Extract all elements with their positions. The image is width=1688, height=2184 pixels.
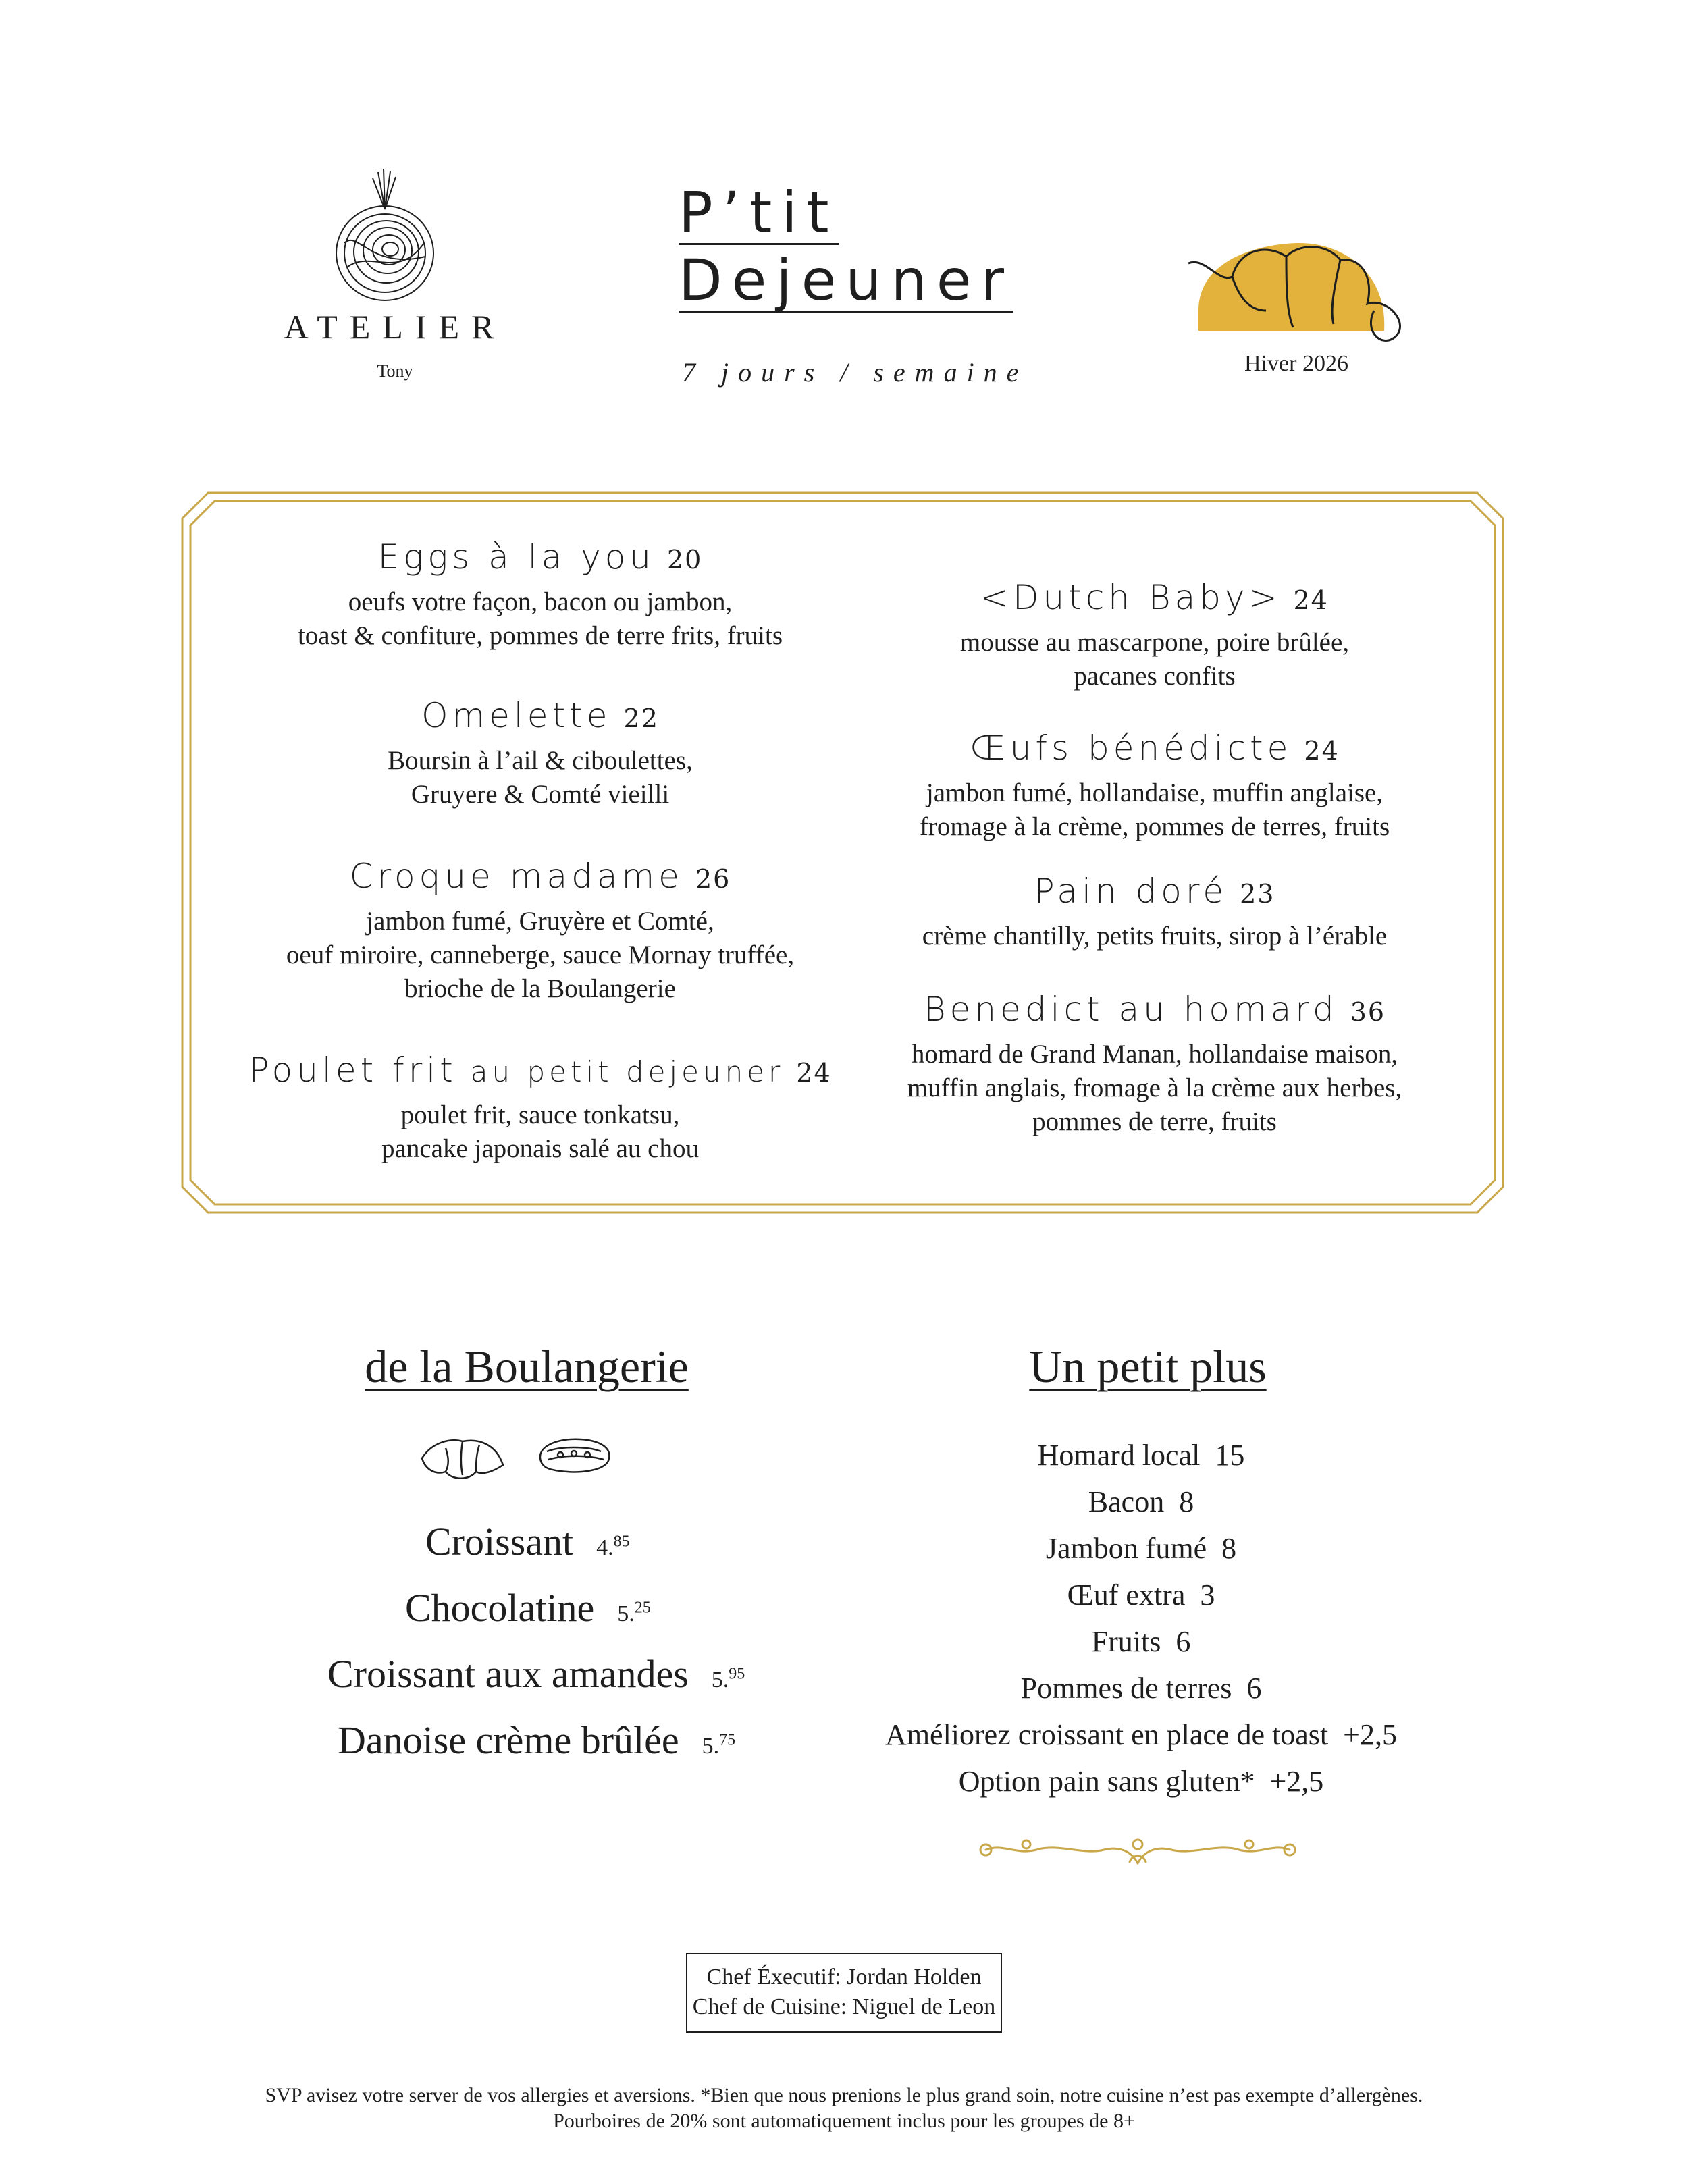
dish-desc: fromage à la crème, pommes de terres, fruits	[919, 812, 1390, 841]
price-cents: 95	[729, 1665, 745, 1683]
price-main: 5.	[617, 1601, 635, 1626]
extra-name: Pommes de terres	[1020, 1672, 1232, 1705]
page-title-line1: P’tit	[679, 180, 839, 246]
onion-logo-icon	[331, 169, 439, 311]
chocolatine-icon	[533, 1431, 614, 1479]
price-main: 4.	[596, 1535, 614, 1560]
bakery-item-price	[596, 1535, 630, 1560]
dish-name: Poulet frit	[248, 1050, 457, 1090]
bakery-item-croissant	[425, 1519, 630, 1564]
bakery-item-name: Croissant aux amandes	[327, 1652, 689, 1696]
bakery-item-name: Danoise crème brûlée	[338, 1718, 679, 1762]
dish-croque-madame	[230, 856, 851, 1006]
dish-desc: Gruyere & Comté vieilli	[411, 780, 670, 809]
brand-name: ATELIER	[284, 308, 506, 346]
dish-price: 24	[796, 1058, 832, 1088]
season-label: Hiver 2026	[1244, 351, 1348, 376]
dish-pain-dore	[844, 871, 1465, 953]
bakery-title: de la Boulangerie	[365, 1341, 689, 1392]
extra-name: Homard local	[1037, 1439, 1201, 1472]
croissant-illustration-icon	[1185, 230, 1415, 344]
bakery-item-price	[711, 1665, 745, 1693]
dish-desc: jambon fumé, hollandaise, muffin anglaise,	[926, 778, 1383, 807]
extra-name: Jambon fumé	[1045, 1532, 1207, 1565]
footer-allergy-note: SVP avisez votre server de vos allergies et aversions. *Bien que nous prenions le plus grand soin, notre cuisine n’est pas exempte d’allergènes.	[265, 2084, 1423, 2106]
dish-dutch-baby	[844, 577, 1465, 693]
dish-desc: oeuf miroire, canneberge, sauce Mornay truffée,	[286, 940, 795, 969]
dish-benedict-homard	[844, 989, 1465, 1139]
dish-name: Benedict au homard	[923, 990, 1338, 1029]
extra-name: Améliorez croissant en place de toast	[885, 1718, 1329, 1751]
dish-price: 24	[1304, 736, 1340, 766]
price-main: 5.	[711, 1668, 729, 1693]
dish-name: Œufs bénédicte	[970, 728, 1292, 768]
page-title-line2: Dejeuner	[679, 247, 1014, 313]
footer-gratuity-note: Pourboires de 20% sont automatiquement inclus pour les groupes de 8+	[553, 2110, 1135, 2132]
bakery-item-chocolatine	[405, 1585, 651, 1630]
extra-price: 6	[1176, 1625, 1191, 1658]
bakery-item-price	[702, 1731, 736, 1759]
dish-desc: crème chantilly, petits fruits, sirop à l’érable	[922, 922, 1388, 951]
price-cents: 75	[719, 1731, 736, 1749]
extra-price: +2,5	[1343, 1718, 1397, 1751]
extra-item	[803, 1764, 1479, 1799]
bakery-item-name: Croissant	[425, 1520, 574, 1564]
dish-name: Eggs à la you	[377, 537, 655, 577]
extra-price: 15	[1215, 1439, 1245, 1472]
dish-desc: pacanes confits	[1074, 662, 1236, 691]
extra-name: Œuf extra	[1067, 1578, 1186, 1612]
extra-name: Option pain sans gluten*	[958, 1765, 1255, 1798]
extras-title: Un petit plus	[1029, 1341, 1267, 1392]
dish-eggs	[230, 537, 851, 653]
brand-subname: Tony	[377, 361, 413, 381]
dish-poulet-frit	[230, 1050, 851, 1166]
dish-price: 24	[1293, 585, 1329, 615]
dish-desc: jambon fumé, Gruyère et Comté,	[366, 907, 714, 936]
extra-price: 3	[1200, 1578, 1215, 1612]
dish-name: Pain doré	[1034, 872, 1228, 911]
price-cents: 85	[613, 1533, 630, 1551]
extra-item	[803, 1531, 1479, 1566]
dish-desc: poulet frit, sauce tonkatsu,	[400, 1100, 680, 1129]
dish-desc: pommes de terre, fruits	[1032, 1107, 1277, 1136]
ornament-divider-icon	[976, 1830, 1300, 1870]
dish-desc: muffin anglais, fromage à la crème aux herbes,	[907, 1073, 1402, 1102]
dish-desc: Boursin à l’ail & ciboulettes,	[388, 746, 693, 775]
bakery-item-danoise	[338, 1717, 735, 1763]
price-cents: 25	[634, 1599, 651, 1617]
extra-item	[803, 1578, 1479, 1612]
extra-item	[803, 1485, 1479, 1519]
extra-price: 8	[1221, 1532, 1237, 1565]
dish-omelette	[230, 695, 851, 811]
chef-executive: Chef Éxecutif: Jordan Holden	[706, 1965, 982, 1990]
bakery-item-croissant-amandes	[327, 1651, 745, 1697]
dish-desc: homard de Grand Manan, hollandaise maison,	[911, 1040, 1398, 1069]
dish-price: 36	[1350, 997, 1386, 1027]
extra-price: 8	[1179, 1485, 1194, 1518]
dish-oeufs-benedicte	[844, 728, 1465, 844]
extra-item	[803, 1624, 1479, 1659]
dish-name: <Dutch Baby>	[980, 578, 1282, 617]
extra-item	[803, 1671, 1479, 1705]
dish-desc: mousse au mascarpone, poire brûlée,	[959, 628, 1350, 657]
bakery-item-price	[617, 1601, 651, 1626]
page-subtitle: 7 jours / semaine	[682, 357, 1028, 388]
extra-price: 6	[1246, 1672, 1262, 1705]
dish-price: 22	[623, 703, 659, 733]
dish-price: 20	[667, 545, 703, 575]
extra-price: +2,5	[1269, 1765, 1324, 1798]
bakery-item-name: Chocolatine	[405, 1586, 595, 1630]
dish-name-small: au petit dejeuner	[470, 1055, 785, 1088]
dish-desc: toast & confiture, pommes de terre frits, fruits	[297, 621, 783, 650]
dish-desc: oeufs votre façon, bacon ou jambon,	[348, 587, 733, 616]
extra-name: Fruits	[1091, 1625, 1161, 1658]
chef-cuisine: Chef de Cuisine: Niguel de Leon	[692, 1994, 996, 2019]
chef-credits	[686, 1953, 1002, 2033]
extra-name: Bacon	[1088, 1485, 1165, 1518]
price-main: 5.	[702, 1734, 720, 1759]
dish-desc: brioche de la Boulangerie	[404, 974, 676, 1003]
dish-price: 26	[695, 864, 731, 894]
dish-desc: pancake japonais salé au chou	[381, 1134, 699, 1163]
croissant-icon	[419, 1435, 506, 1482]
extra-item	[803, 1438, 1479, 1472]
dish-price: 23	[1240, 879, 1275, 909]
dish-name: Croque madame	[349, 857, 683, 896]
dish-name: Omelette	[421, 696, 612, 735]
extra-item	[803, 1717, 1479, 1752]
